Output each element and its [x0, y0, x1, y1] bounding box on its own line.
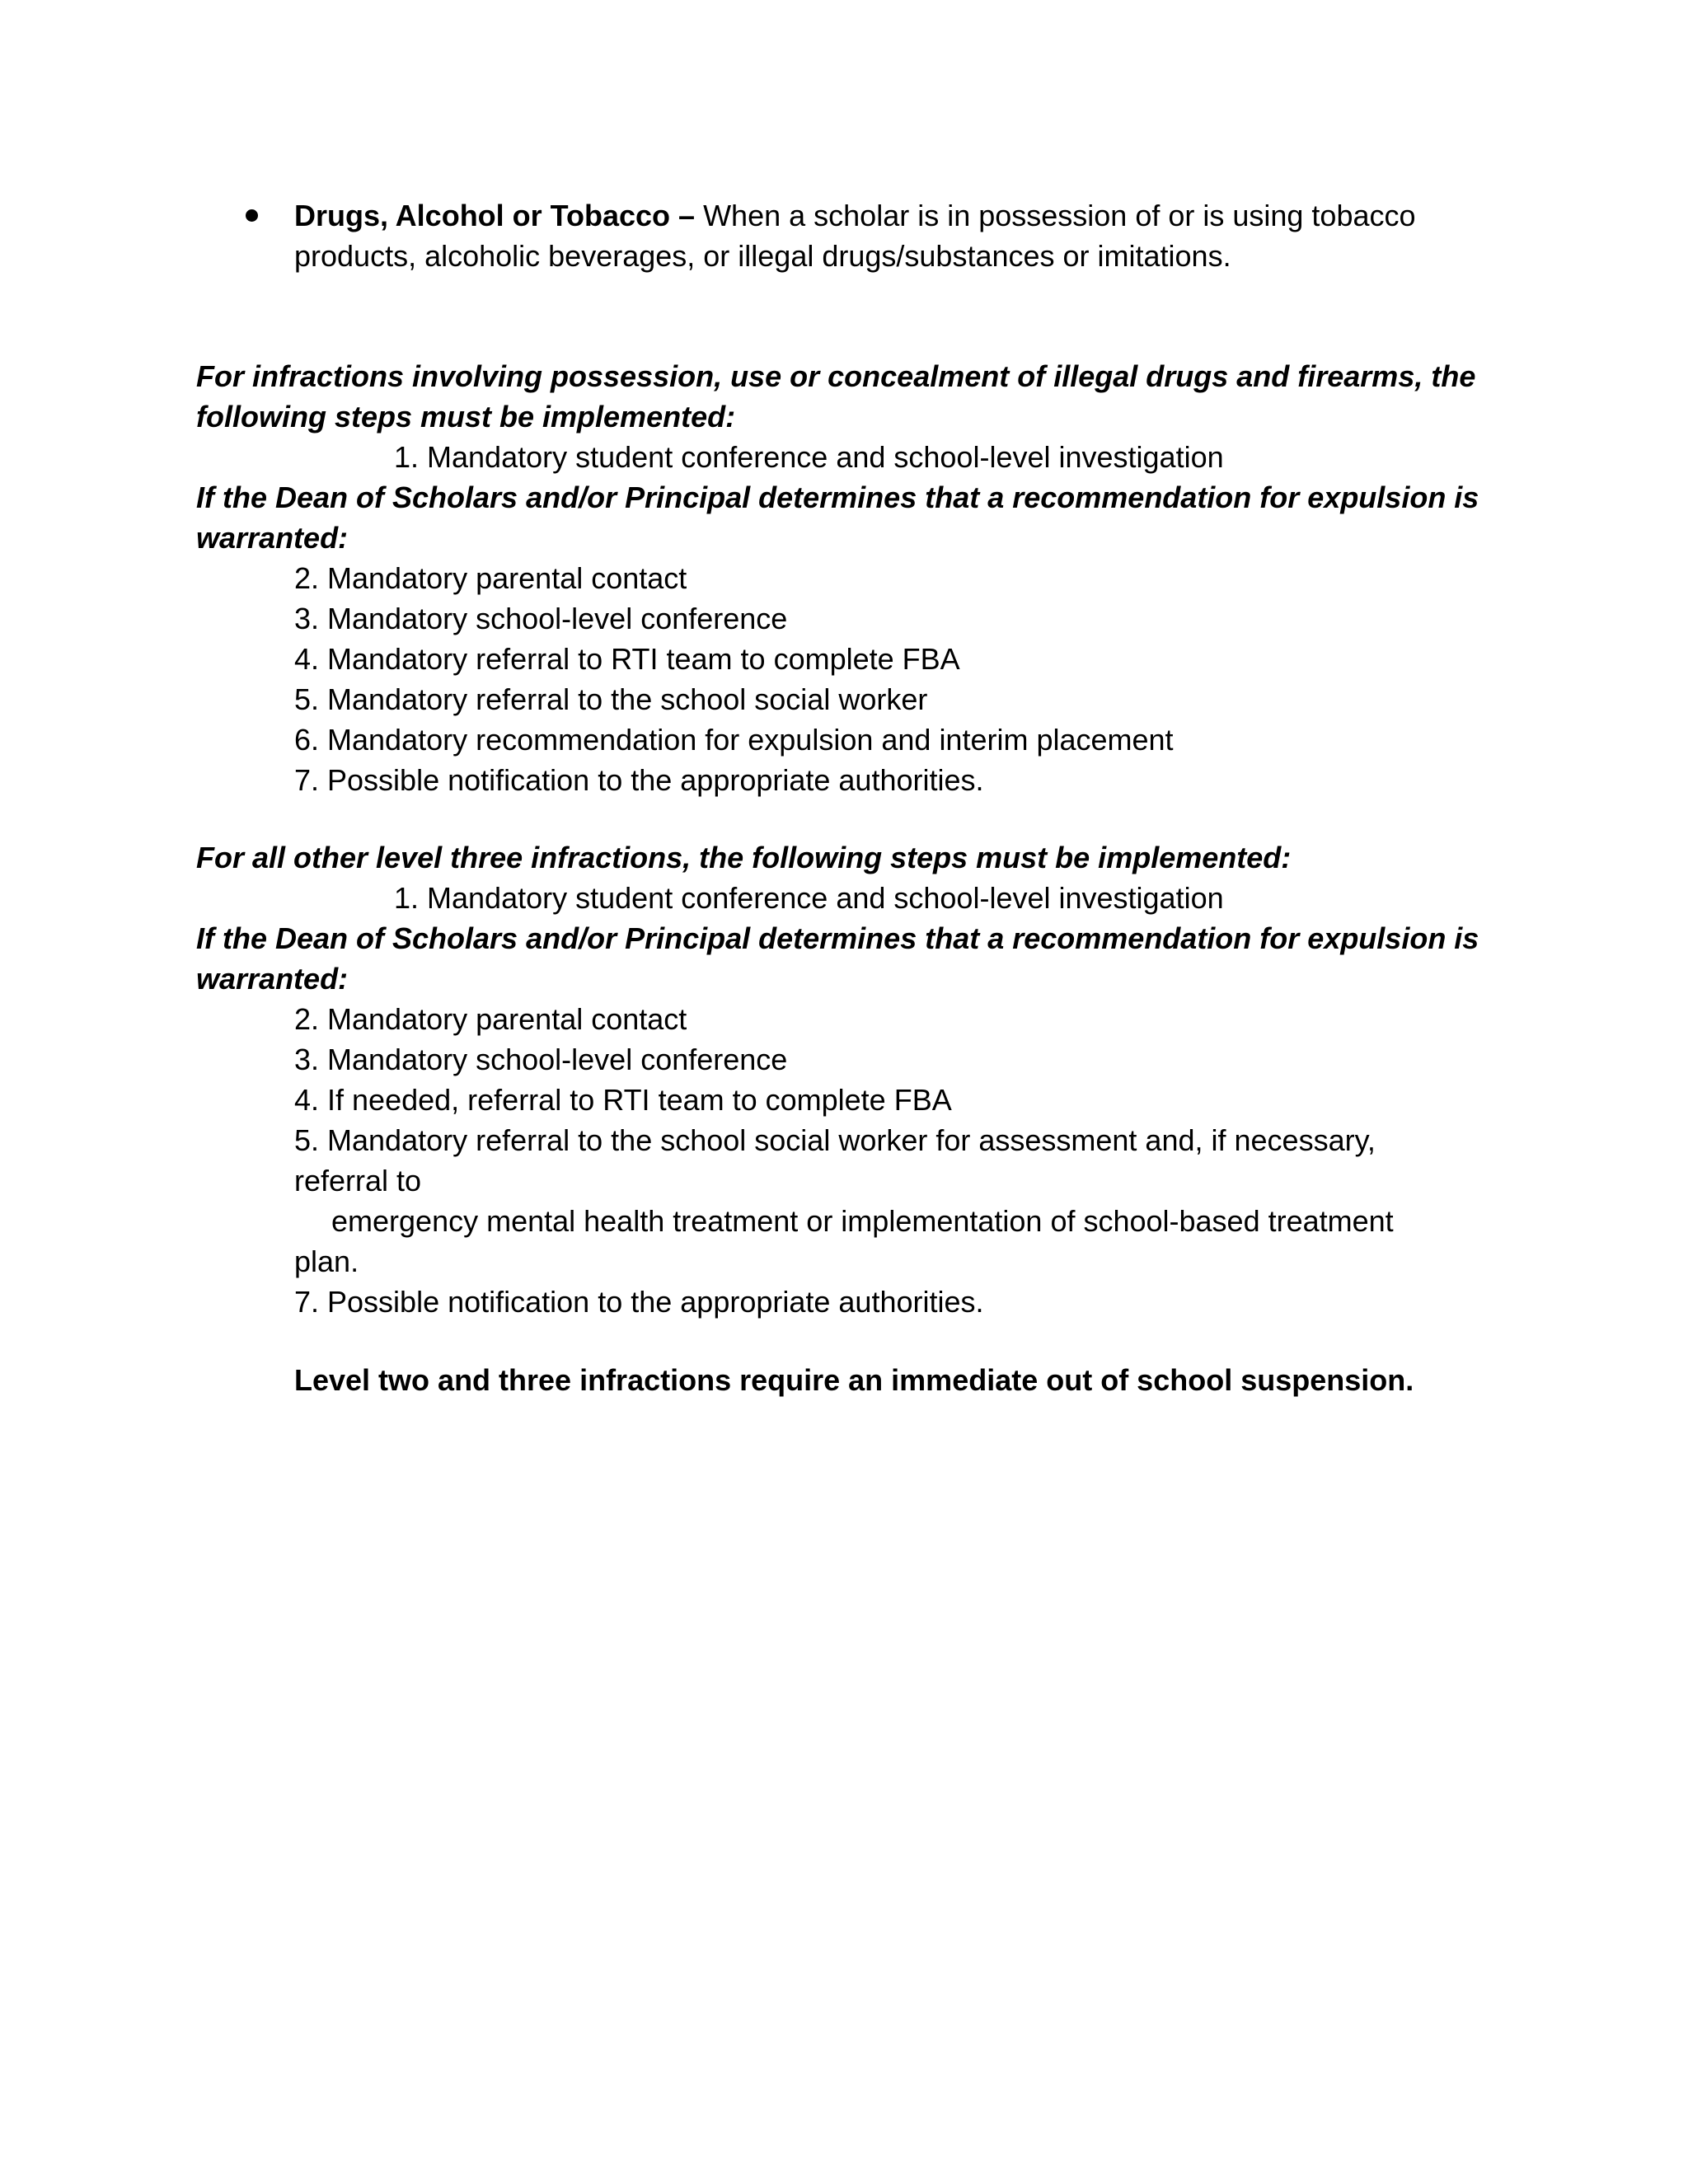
section2-subheading-line1: If the Dean of Scholars and/or Principal determines that a recommendation for expulsion is: [196, 921, 1479, 955]
closing-note: Level two and three infractions require an immediate out of school suspension.: [294, 1363, 1414, 1397]
section1-step-4: 4. Mandatory referral to RTI team to complete FBA: [294, 642, 960, 676]
section2-heading: For all other level three infractions, the following steps must be implemented:: [196, 841, 1292, 874]
section2-step-3: 3. Mandatory school-level conference: [294, 1043, 788, 1076]
section1-step-3: 3. Mandatory school-level conference: [294, 602, 788, 635]
section1-step-5: 5. Mandatory referral to the school social worker: [294, 682, 928, 716]
section2-step-5-continued: referral to: [294, 1164, 422, 1197]
section1-heading-line2: following steps must be implemented:: [196, 400, 736, 434]
section2-step-4: 4. If needed, referral to RTI team to complete FBA: [294, 1083, 952, 1117]
section2-step-2: 2. Mandatory parental contact: [294, 1002, 687, 1036]
bullet-item-text: When a scholar is in possession of or is using tobacco: [703, 199, 1416, 232]
section2-step-7: 7. Possible notification to the appropriate authorities.: [294, 1285, 984, 1319]
section1-step-6: 6. Mandatory recommendation for expulsion and interim placement: [294, 723, 1174, 757]
bullet-item-term: Drugs, Alcohol or Tobacco –: [294, 199, 696, 232]
section2-step-6-continued: plan.: [294, 1244, 359, 1278]
section1-subheading-line2: warranted:: [196, 521, 349, 555]
section1-subheading-line1: If the Dean of Scholars and/or Principal determines that a recommendation for expulsion is: [196, 480, 1479, 514]
bullet-item-line1: [294, 195, 1416, 236]
bullet-item-line2: products, alcoholic beverages, or illegal drugs/substances or imitations.: [294, 239, 1231, 273]
section2-step-5: 5. Mandatory referral to the school social worker for assessment and, if necessary,: [294, 1123, 1376, 1157]
section2-step-1: 1. Mandatory student conference and school-level investigation: [394, 881, 1224, 915]
section1-step-1: 1. Mandatory student conference and school-level investigation: [394, 440, 1224, 474]
section1-step-7: 7. Possible notification to the appropriate authorities.: [294, 763, 984, 797]
section1-step-2: 2. Mandatory parental contact: [294, 561, 687, 595]
section2-step-6: emergency mental health treatment or implementation of school-based treatment: [331, 1204, 1394, 1238]
section1-heading-line1: For infractions involving possession, use or concealment of illegal drugs and firearms, the: [196, 359, 1476, 393]
section2-subheading-line2: warranted:: [196, 962, 349, 996]
bullet-icon: [246, 209, 258, 222]
